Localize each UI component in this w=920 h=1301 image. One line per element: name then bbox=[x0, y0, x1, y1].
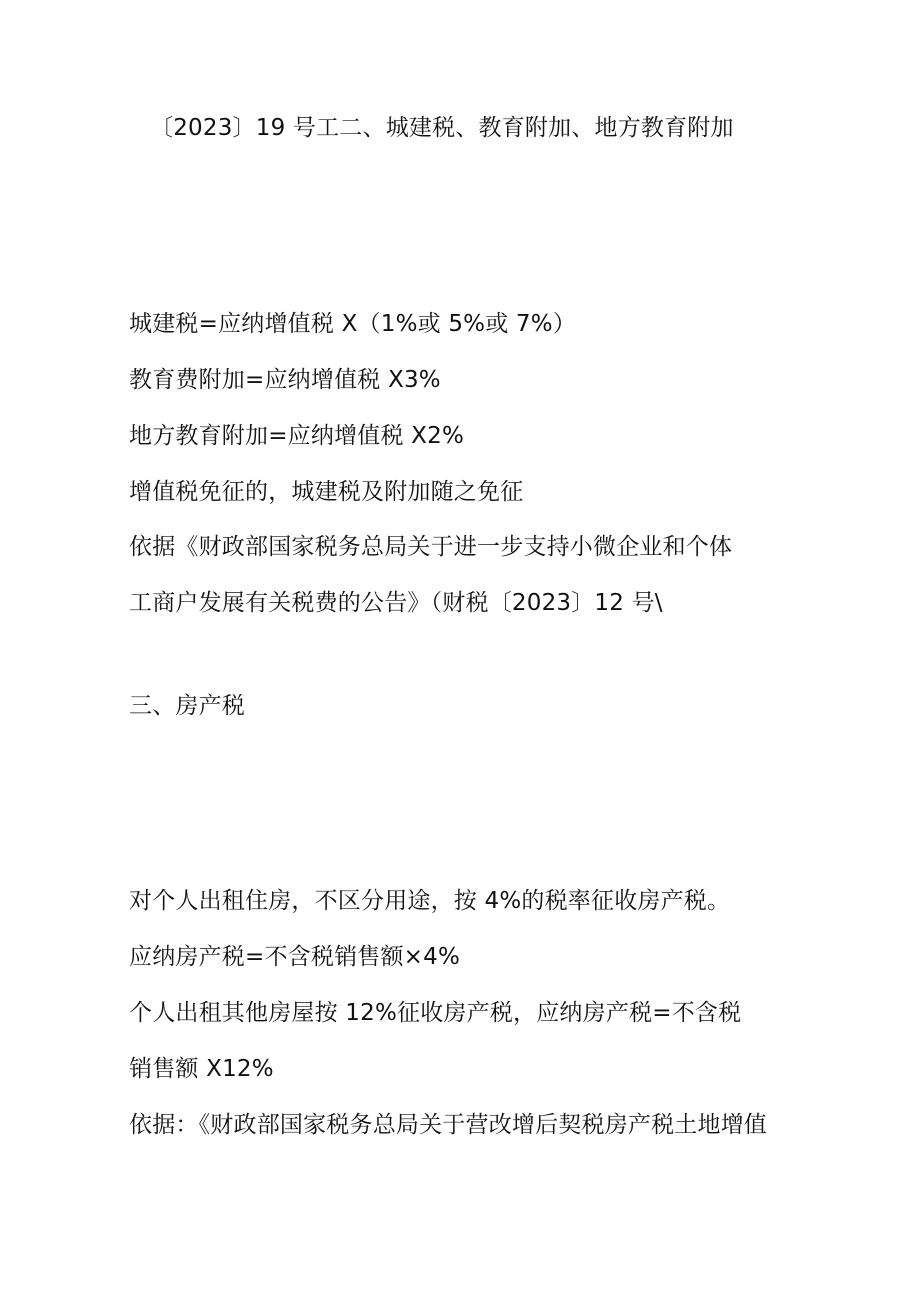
other-property-rule-line-1: 个人出租其他房屋按 12%征收房产税，应纳房产税=不含税 bbox=[129, 1000, 742, 1026]
basis-text-line-1: 依据《财政部国家税务总局关于进一步支持小微企业和个体 bbox=[129, 534, 733, 560]
exemption-note: 增值税免征的，城建税及附加随之免征 bbox=[129, 479, 524, 505]
residential-rental-rule: 对个人出租住房，不区分用途，按 4%的税率征收房产税。 bbox=[129, 888, 731, 914]
section-3-heading: 三、房产税 bbox=[129, 693, 245, 719]
local-education-surcharge-formula: 地方教育附加=应纳增值税 X2% bbox=[129, 423, 465, 449]
other-property-rule-line-2: 销售额 X12% bbox=[129, 1056, 274, 1082]
education-surcharge-formula: 教育费附加=应纳增值税 X3% bbox=[129, 367, 441, 393]
section-2-heading: 〔2023〕19 号工二、城建税、教育附加、地方教育附加 bbox=[150, 115, 734, 141]
basis-text-line-2: 工商户发展有关税费的公告》（财税〔2023〕12 号\ bbox=[129, 590, 663, 616]
urban-construction-tax-formula: 城建税=应纳增值税 X（1%或 5%或 7%） bbox=[129, 311, 577, 337]
property-tax-formula-4: 应纳房产税=不含税销售额×4% bbox=[129, 944, 461, 970]
basis-text-line-3: 依据：《财政部国家税务总局关于营改增后契税房产税土地增值 bbox=[129, 1112, 768, 1138]
